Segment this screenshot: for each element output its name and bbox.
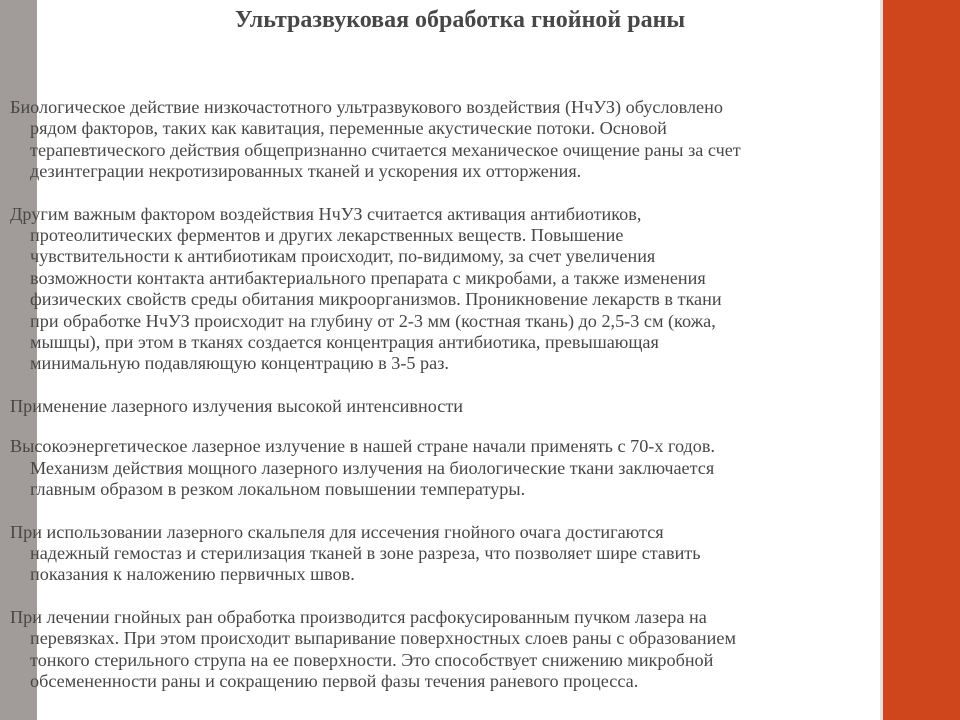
paragraph-laser-scalpel: При использовании лазерного скальпеля для иссечения гнойного очага достигаются надежный гемостаз и стерилизация тканей в зоне разреза, что позволяет шире ставить показания к наложению первичных швов. [10, 521, 701, 585]
paragraph-antibiotic-activation: Другим важным фактором воздействия НчУЗ считается активация антибиотиков, протеолитических ферментов и других лекарственных веществ. Повышение чувствительности к антибиотикам происходит, по-видимому, за счет увеличения возможности контакта антибактериального препарата с микробами, а также изменения физических свойств среды обитания микроорганизмов. Проникновение лекарств в ткани при обработке НчУЗ происходит на глубину от 2-3 мм (костная ткань) до 2,5-3 см (кожа, мышцы), при этом в тканях создается концентрация антибиотика, превышающая минимальную подавляющую концентрацию в 3-5 раз. [10, 203, 722, 374]
slide-body [10, 97, 940, 713]
slide-title: Ультразвуковая обработка гнойной раны [234, 7, 686, 33]
paragraph-laser-heading: Применение лазерного излучения высокой интенсивности [10, 395, 463, 416]
paragraph-laser-mechanism: Высокоэнергетическое лазерное излучение в нашей стране начали применять с 70-х годов. Механизм действия мощного лазерного излучения на биологические ткани заключается главным образом в резком локальном повышении температуры. [10, 436, 716, 500]
paragraph-wound-treatment: При лечении гнойных ран обработка производится расфокусированным пучком лазера на перевязках. При этом происходит выпаривание поверхностных слоев раны с образованием тонкого стерильного струпа на ее поверхности. Это способствует снижению микробной обсемененности раны и сокращению первой фазы течения раневого процесса. [10, 606, 736, 691]
paragraph-ultrasound-biological-action: Биологическое действие низкочастотного ультразвукового воздействия (НчУЗ) обусловлено рядом факторов, таких как кавитация, переменные акустические потоки. Основой терапевтического действия общепризнанно считается механическое очищение раны за счет дезинтеграции некротизированных тканей и ускорения их отторжения. [10, 97, 741, 182]
